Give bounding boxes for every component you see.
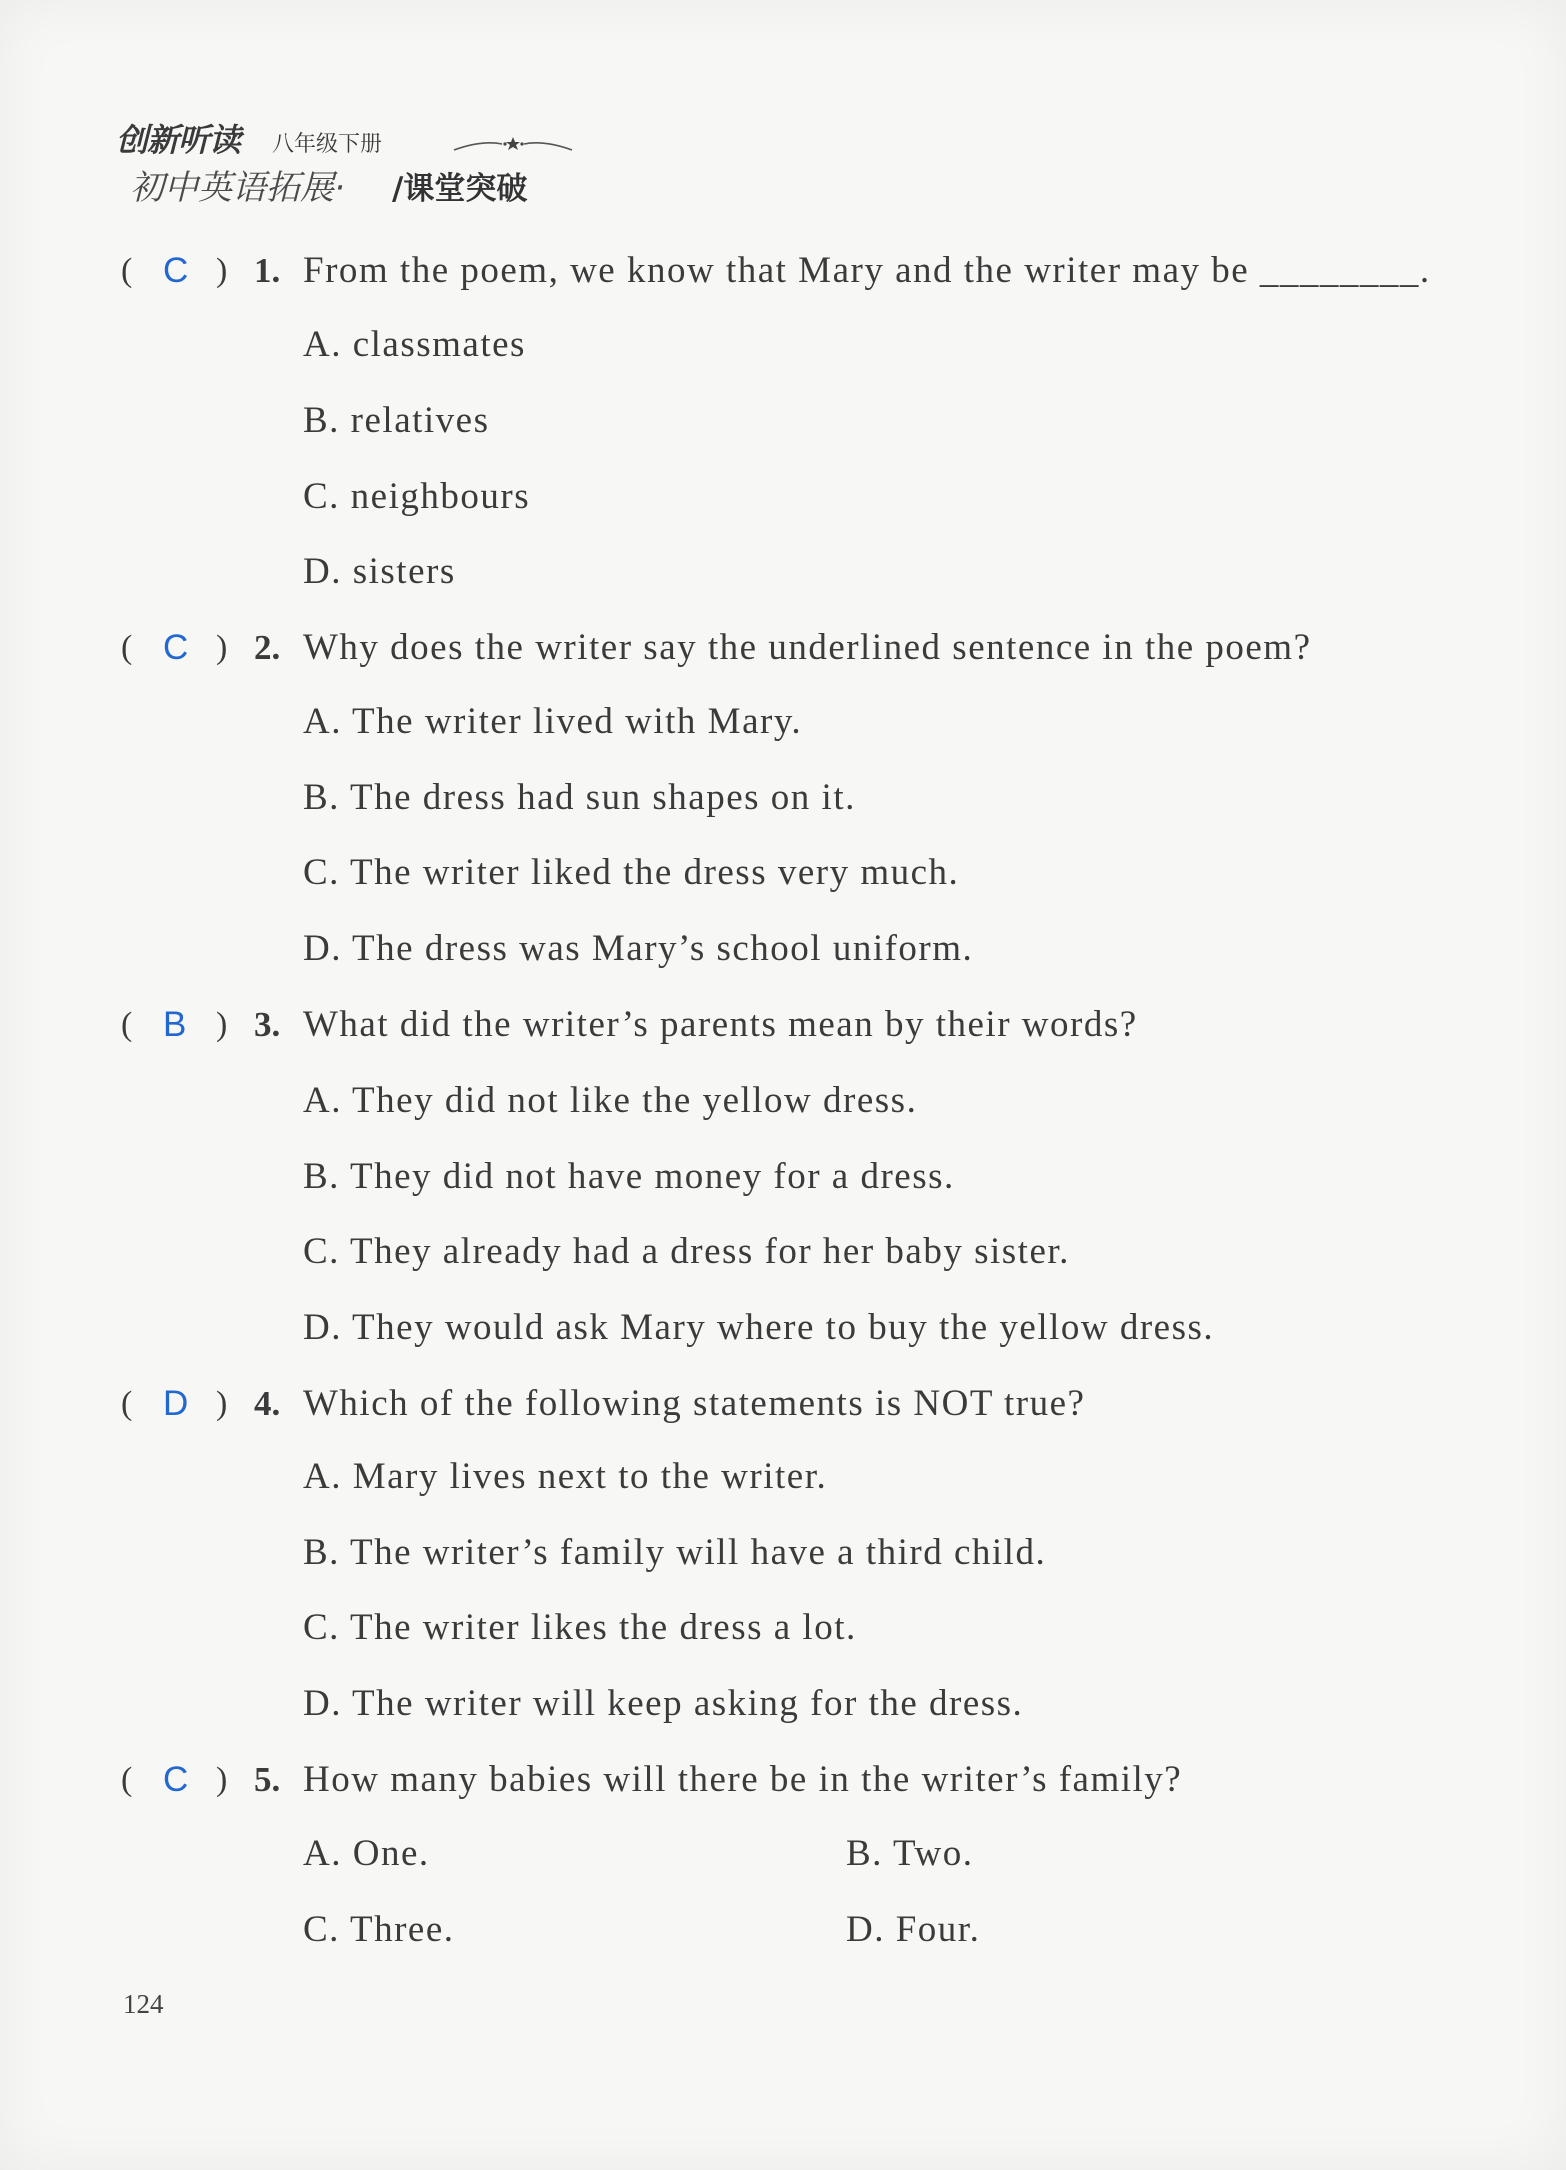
question-number: 2. (254, 628, 281, 667)
header-ornament-icon (452, 130, 574, 158)
paren-open: ( (121, 1006, 133, 1043)
option-a: A. One. (303, 1833, 430, 1874)
answer-letter: D (163, 1384, 189, 1423)
paren-open: ( (121, 252, 133, 289)
paren-close: ) (216, 1385, 228, 1422)
option-a: A. Mary lives next to the writer. (303, 1456, 828, 1497)
option-c: C. The writer likes the dress a lot. (303, 1607, 857, 1648)
option-b: B. The dress had sun shapes on it. (303, 777, 856, 818)
paren-open: ( (121, 1385, 133, 1422)
question-text: Which of the following statements is NOT true? (303, 1383, 1086, 1424)
paren-open: ( (121, 1761, 133, 1798)
option-d: D. The dress was Mary’s school uniform. (303, 928, 974, 969)
option-d: D. Four. (846, 1909, 981, 1950)
paren-close: ) (216, 629, 228, 666)
paren-close: ) (216, 252, 228, 289)
option-c: C. They already had a dress for her baby sister. (303, 1231, 1070, 1272)
question-text: Why does the writer say the underlined sentence in the poem? (303, 627, 1312, 668)
answer-letter: B (163, 1005, 187, 1044)
option-b: B. Two. (846, 1833, 974, 1874)
option-b: B. relatives (303, 400, 490, 441)
option-c: C. Three. (303, 1909, 455, 1950)
section-title: /课堂突破 (392, 171, 528, 207)
question-text: What did the writer’s parents mean by their words? (303, 1004, 1138, 1045)
question-3 (0, 1003, 1566, 1047)
option-b: B. The writer’s family will have a third child. (303, 1532, 1047, 1573)
option-a: A. classmates (303, 324, 526, 365)
option-c: C. neighbours (303, 476, 531, 517)
option-d: D. sisters (303, 551, 456, 592)
question-number: 4. (254, 1384, 281, 1423)
option-d: D. They would ask Mary where to buy the yellow dress. (303, 1307, 1215, 1348)
answer-letter: C (163, 628, 189, 667)
page-number: 124 (123, 1989, 164, 2019)
question-text: How many babies will there be in the writer’s family? (303, 1759, 1183, 1800)
option-a: A. They did not like the yellow dress. (303, 1080, 918, 1121)
question-number: 1. (254, 251, 281, 290)
option-b: B. They did not have money for a dress. (303, 1156, 955, 1197)
question-text: From the poem, we know that Mary and the writer may be ________. (303, 250, 1431, 291)
option-c: C. The writer liked the dress very much. (303, 852, 960, 893)
question-2 (0, 626, 1566, 670)
book-title: 初中英语拓展· (130, 168, 345, 208)
answer-letter: C (163, 1760, 189, 1799)
option-a: A. The writer lived with Mary. (303, 701, 803, 742)
answer-letter: C (163, 251, 189, 290)
grade-label: 八年级下册 (272, 132, 383, 157)
option-d: D. The writer will keep asking for the dress. (303, 1683, 1024, 1724)
question-number: 5. (254, 1760, 281, 1799)
question-4 (0, 1382, 1566, 1426)
question-number: 3. (254, 1005, 281, 1044)
paren-close: ) (216, 1761, 228, 1798)
series-title: 创新听读 (116, 121, 241, 159)
question-5 (0, 1758, 1566, 1802)
paren-close: ) (216, 1006, 228, 1043)
paren-open: ( (121, 629, 133, 666)
question-1 (0, 249, 1566, 293)
